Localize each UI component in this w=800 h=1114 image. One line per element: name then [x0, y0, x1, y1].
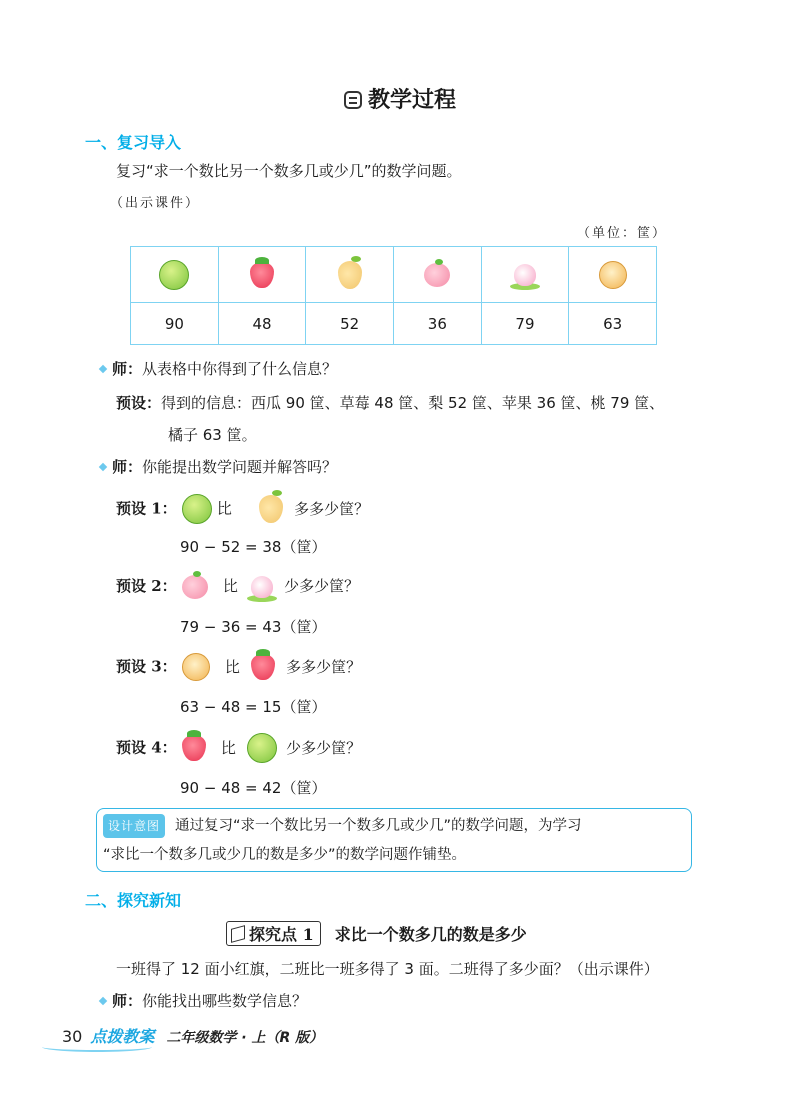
- bullet-icon: [99, 463, 107, 471]
- page-number: 30: [62, 1027, 83, 1046]
- footer-swoosh: [42, 1042, 152, 1052]
- fruit-table: [130, 246, 657, 345]
- teacher-question-2: 师：你能提出数学问题并解答吗？: [100, 456, 337, 478]
- table-cell: 79: [481, 303, 569, 345]
- peach-icon: [251, 576, 273, 598]
- explore-tag: 探究点 1: [226, 921, 321, 946]
- cube-icon: [231, 925, 245, 943]
- page-title: 教学过程: [0, 83, 800, 114]
- table-row: [131, 247, 657, 303]
- page-footer: [62, 1024, 323, 1048]
- section2-heading: 二、探究新知: [85, 891, 182, 910]
- section1-heading: 一、复习导入: [85, 133, 182, 152]
- equation-3: 63 − 48 = 15（筐）: [180, 698, 327, 716]
- equation-4: 90 − 48 = 42（筐）: [180, 779, 327, 797]
- strawberry-icon: [251, 654, 275, 680]
- orange-icon: [182, 653, 210, 681]
- preset-2: 预设 2： 比 少多少筐？: [116, 573, 359, 599]
- preset-4: 预设 4： 比 少多少筐？: [116, 733, 361, 759]
- brand-logo: 点拨教案: [90, 1027, 155, 1046]
- problem-text: 一班得了 12 面小红旗，二班比一班多得了 3 面。二班得了多少面？（出示课件）: [116, 960, 659, 978]
- preset-3: 预设 3： 比 多多少筐？: [116, 653, 361, 679]
- apple-icon: [182, 575, 208, 599]
- table-cell: 48: [218, 303, 306, 345]
- teacher-question-1: 师：从表格中你得到了什么信息？: [100, 358, 337, 380]
- peach-icon: [514, 264, 536, 286]
- apple-icon: [424, 263, 450, 287]
- melon-icon: [247, 733, 277, 763]
- strawberry-icon: [250, 262, 274, 288]
- table-cell: 63: [569, 303, 657, 345]
- design-intent-box: [96, 808, 692, 872]
- table-cell: 36: [394, 303, 482, 345]
- notebook-icon: [344, 91, 362, 109]
- bullet-icon: [99, 997, 107, 1005]
- design-intent-line1: 通过复习“求一个数比另一个数多几或少几”的数学问题，为学习: [175, 818, 582, 834]
- table-cell: 90: [131, 303, 219, 345]
- melon-icon: [159, 260, 189, 290]
- orange-icon: [599, 261, 627, 289]
- strawberry-icon: [182, 735, 206, 761]
- design-intent-line2: “求比一个数多几或少几的数是多少”的数学问题作铺垫。: [103, 847, 467, 863]
- table-row: [131, 303, 657, 345]
- preset-info-cont: 橘子 63 筐。: [168, 426, 257, 444]
- book-title: 二年级数学 · 上（R 版）: [166, 1030, 324, 1046]
- equation-2: 79 − 36 = 43（筐）: [180, 618, 327, 636]
- unit-label: （单位：筐）: [577, 226, 668, 241]
- design-intent-tag: 设计意图: [103, 814, 165, 838]
- courseware-note: （出示课件）: [110, 196, 201, 211]
- pear-icon: [259, 495, 283, 523]
- pear-icon: [338, 261, 362, 289]
- melon-icon: [182, 494, 212, 524]
- explore-point-heading: 探究点 1 求比一个数多几的数是多少: [226, 921, 527, 946]
- equation-1: 90 − 52 = 38（筐）: [180, 538, 327, 556]
- preset-1: 预设 1： 比 多多少筐？: [116, 494, 369, 520]
- table-cell: 52: [306, 303, 394, 345]
- bullet-icon: [99, 365, 107, 373]
- teacher-question-3: 师：你能找出哪些数学信息？: [100, 990, 307, 1012]
- preset-info: 预设：得到的信息：西瓜 90 筐、草莓 48 筐、梨 52 筐、苹果 36 筐、桃 79 筐、: [116, 394, 665, 412]
- review-intro: 复习“求一个数比另一个数多几或少几”的数学问题。: [116, 162, 462, 180]
